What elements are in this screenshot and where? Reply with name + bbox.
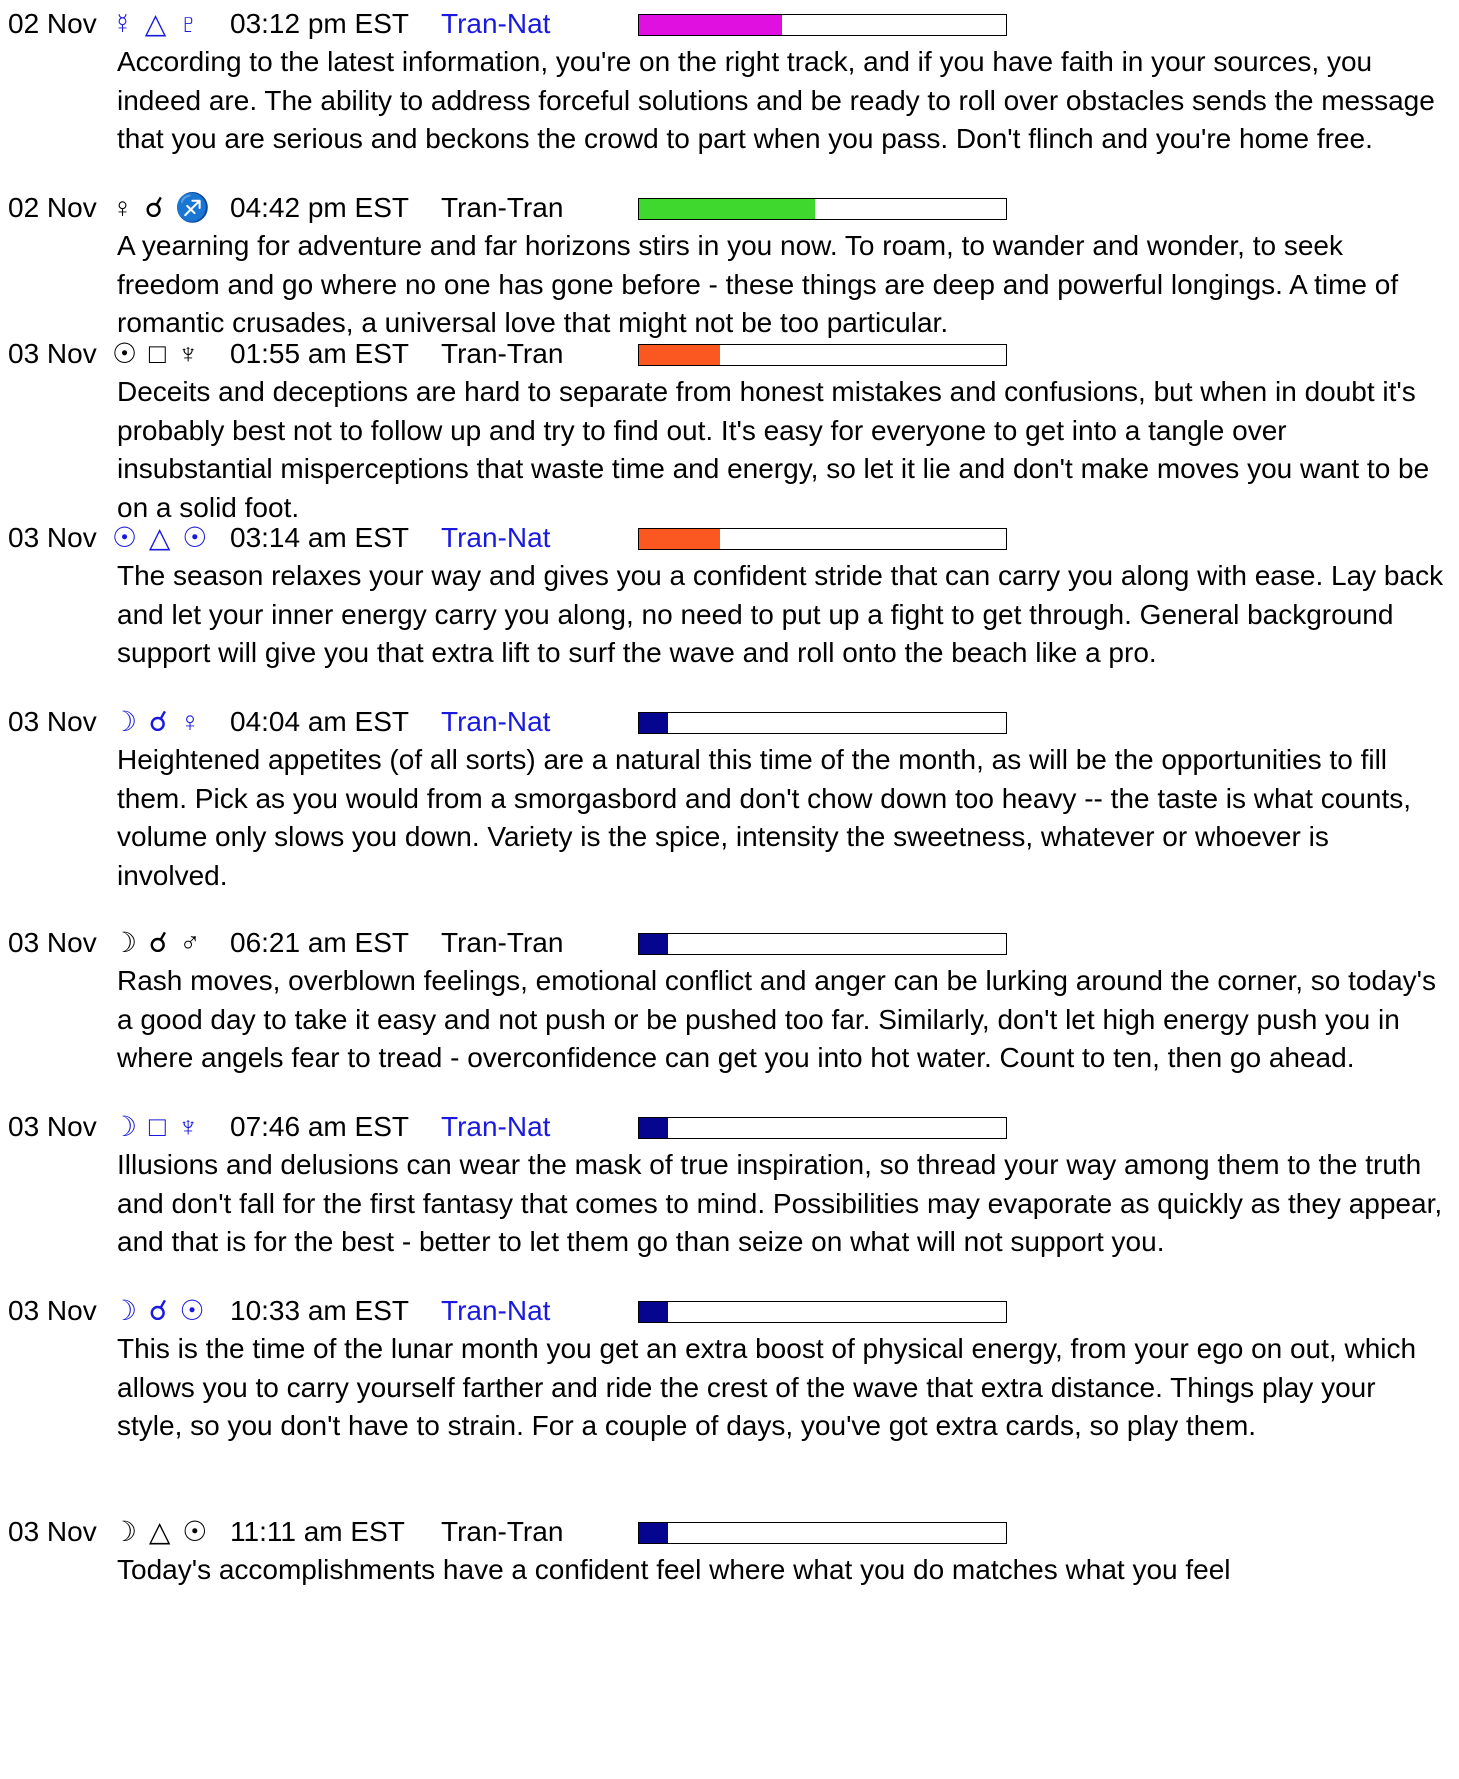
transit-time: 01:55 am EST [230,338,409,369]
transit-description: Heightened appetites (of all sorts) are a natural this time of the month, as will be the opportunities to fill them. Pick as you would from a smorgasbord and don't chow down too heavy -- the taste is what counts, volume only slows you down. Variety is the spice, intensity the sweetness, whatever or whoever is involved. [117,744,1412,891]
strength-bar [638,198,1007,220]
aspect-glyphs[interactable]: ☽ □ ♆ [112,1111,201,1142]
strength-bar [638,1117,1007,1139]
transit-time: 10:33 am EST [230,1295,409,1326]
strength-bar-fill [639,713,668,733]
transit-time: 11:11 am EST [230,1516,405,1547]
strength-bar [638,528,1007,550]
strength-bar-fill [639,1523,668,1543]
transit-description: A yearning for adventure and far horizons stirs in you now. To roam, to wander and wonder, to seek freedom and go where no one has gone before - these things are deep and powerful longings. A time of romantic crusades, a universal love that might not be too particular. [117,230,1399,338]
transit-date: 03 Nov [8,1516,97,1547]
transit-header: 03 Nov ☽ ☌ ☉ 10:33 am EST Tran-Nat [8,1295,551,1326]
transit-date: 02 Nov [8,192,97,223]
transit-description: Rash moves, overblown feelings, emotional conflict and anger can be lurking around the corner, so today's a good day to take it easy and not push or be pushed too far. Similarly, don't let high energy push you in where angels fear to tread - overconfidence can get you into hot water. Count to ten, then go ahead. [117,965,1436,1073]
transit-date: 03 Nov [8,338,97,369]
strength-bar-fill [639,934,668,954]
transit-header: 03 Nov ☉ △ ☉ 03:14 am EST Tran-Nat [8,522,551,553]
transit-header: 03 Nov ☽ △ ☉ 11:11 am EST Tran-Tran [8,1516,564,1547]
transit-description: Today's accomplishments have a confident feel where what you do matches what you feel [117,1554,1231,1585]
strength-bar [638,712,1007,734]
strength-bar [638,933,1007,955]
transit-time: 03:12 pm EST [230,8,409,39]
transit-header: 03 Nov ☉ □ ♆ 01:55 am EST Tran-Tran [8,338,564,369]
transit-time: 06:21 am EST [230,927,409,958]
transit-header: 03 Nov ☽ ☌ ♀ 04:04 am EST Tran-Nat [8,706,551,737]
transit-date: 03 Nov [8,706,97,737]
transit-date: 02 Nov [8,8,97,39]
transit-description: Deceits and deceptions are hard to separate from honest mistakes and confusions, but when in doubt it's probably best not to follow up and try to find out. It's easy for everyone to get into a tangle over insubstantial misperceptions that waste time and energy, so let it lie and don't make moves you want to be on a solid foot. [117,376,1430,523]
transit-date: 03 Nov [8,522,97,553]
aspect-glyphs: ☉ □ ♆ [112,338,201,369]
strength-bar [638,1301,1007,1323]
transit-header: 03 Nov ☽ □ ♆ 07:46 am EST Tran-Nat [8,1111,551,1142]
strength-bar [638,1522,1007,1544]
transit-date: 03 Nov [8,1111,97,1142]
transit-header: 02 Nov ☿ △ ♇ 03:12 pm EST Tran-Nat [8,8,551,39]
strength-bar-fill [639,345,720,365]
transit-time: 03:14 am EST [230,522,409,553]
aspect-glyphs: ☽ ☌ ♂ [112,927,203,958]
transit-time: 04:42 pm EST [230,192,409,223]
transit-description: According to the latest information, you're on the right track, and if you have faith in your sources, you indeed are. The ability to address forceful solutions and be ready to roll over obstacles sends the message that you are serious and beckons the crowd to part when you pass. Don't flinch and you're home free. [117,46,1435,154]
transit-description: This is the time of the lunar month you get an extra boost of physical energy, from your ego on out, which allows you to carry yourself farther and ride the crest of the wave that extra distance. Things play your style, so you don't have to strain. For a couple of days, you've got extra cards, so play them. [117,1333,1417,1441]
strength-bar-fill [639,15,782,35]
aspect-glyphs[interactable]: ☽ ☌ ♀ [112,706,203,737]
transit-date: 03 Nov [8,927,97,958]
aspect-glyphs[interactable]: ☉ △ ☉ [112,522,210,553]
aspect-glyphs: ☽ △ ☉ [112,1516,210,1547]
transit-description: The season relaxes your way and gives you a confident stride that can carry you along with ease. Lay back and let your inner energy carry you along, no need to put up a fight to get through. General background support will give you that extra lift to surf the wave and roll onto the beach like a pro. [117,560,1444,668]
transit-header: 02 Nov ♀ ☌ ♐ 04:42 pm EST Tran-Tran [8,192,564,223]
strength-bar-fill [639,199,815,219]
strength-bar-fill [639,529,720,549]
transit-description: Illusions and delusions can wear the mask of true inspiration, so thread your way among them to the truth and don't fall for the first fantasy that comes to mind. Possibilities may evaporate as quickly as they appear, and that is for the best - better to let them go than seize on what will not support you. [117,1149,1443,1257]
transit-time: 07:46 am EST [230,1111,409,1142]
strength-bar-fill [639,1118,668,1138]
aspect-glyphs: ♀ ☌ ♐ [112,192,213,223]
transit-date: 03 Nov [8,1295,97,1326]
aspect-glyphs[interactable]: ☽ ☌ ☉ [112,1295,207,1326]
transit-header: 03 Nov ☽ ☌ ♂ 06:21 am EST Tran-Tran [8,927,564,958]
aspect-glyphs[interactable]: ☿ △ ♇ [112,8,202,39]
strength-bar [638,344,1007,366]
strength-bar-fill [639,1302,668,1322]
strength-bar [638,14,1007,36]
transit-time: 04:04 am EST [230,706,409,737]
